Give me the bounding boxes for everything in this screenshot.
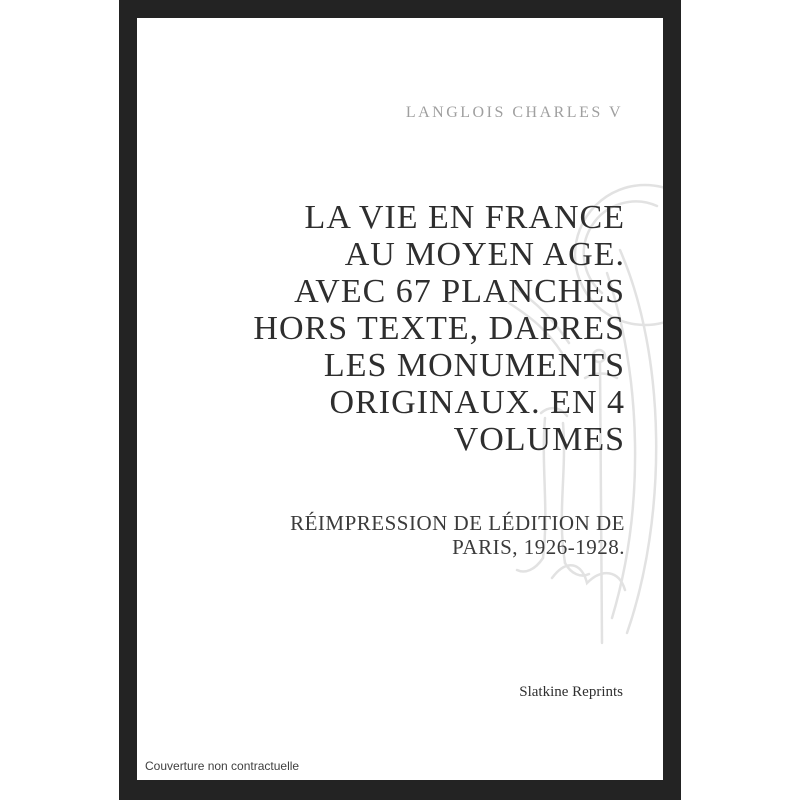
cover-disclaimer: Couverture non contractuelle — [145, 759, 300, 773]
title-line-6: ORIGINAUX. EN 4 — [329, 384, 625, 421]
title-line-1: LA VIE EN FRANCE — [304, 199, 625, 236]
title-line-4: HORS TEXTE, DAPRES — [253, 310, 625, 347]
edition-note — [290, 511, 625, 559]
cover-inner-page — [137, 18, 663, 780]
book-title — [253, 199, 625, 458]
edition-note-line-2: PARIS, 1926-1928. — [452, 535, 625, 559]
publisher-name: Slatkine Reprints — [519, 684, 623, 700]
book-cover-frame — [119, 0, 681, 800]
author-name: LANGLOIS CHARLES V — [405, 104, 623, 121]
title-line-3: AVEC 67 PLANCHES — [294, 273, 625, 310]
title-line-5: LES MONUMENTS — [323, 347, 625, 384]
edition-note-line-1: RÉIMPRESSION DE LÉDITION DE — [290, 511, 625, 535]
title-line-2: AU MOYEN AGE. — [344, 236, 625, 273]
title-line-7: VOLUMES — [453, 421, 625, 458]
